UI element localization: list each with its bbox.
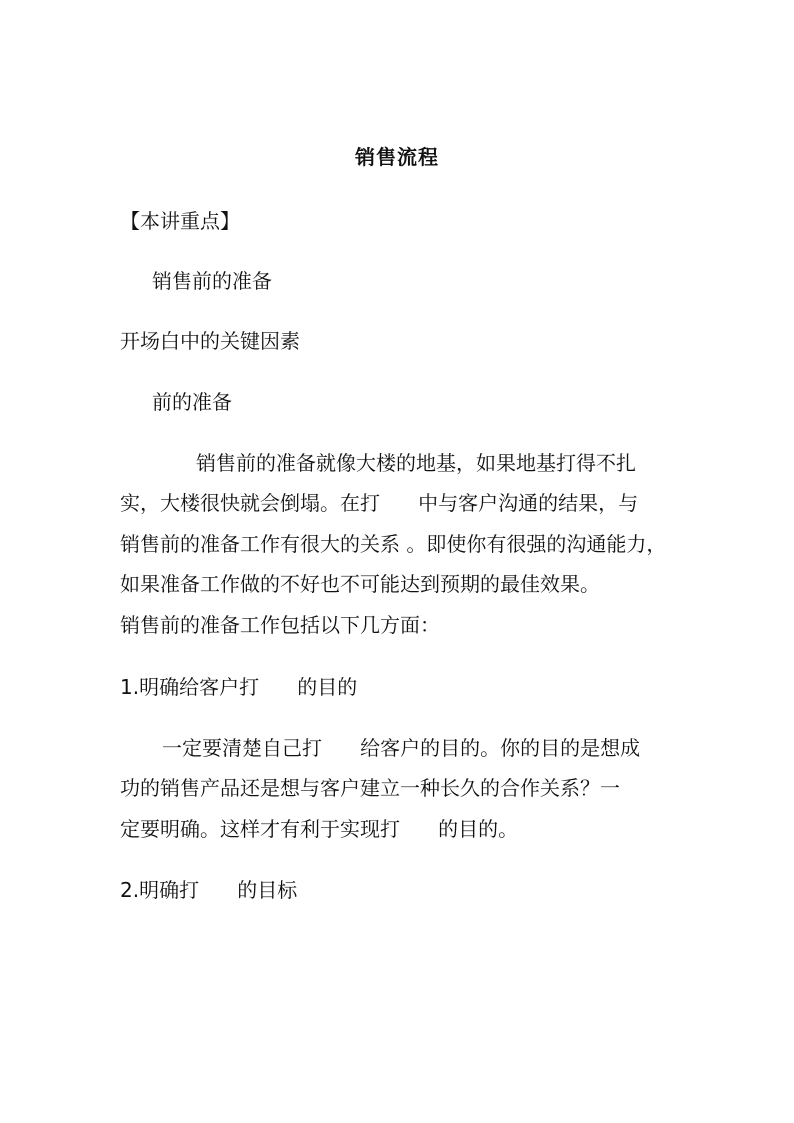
paragraph2-line1: 一定要清楚自己打 给客户的目的。你的目的是想成	[162, 736, 641, 760]
paragraph2-line3: 定要明确。这样才有利于实现打 的目的。	[120, 817, 519, 841]
paragraph1-line2: 实，大楼很快就会倒塌。在打 中与客户沟通的结果，与	[120, 491, 639, 515]
item1-heading: 1.明确给客户打 的目的	[120, 675, 358, 699]
paragraph1-line3: 销售前的准备工作有很大的关系 。即使你有很强的沟通能力，	[120, 532, 667, 556]
document-title: 销售流程	[355, 145, 439, 169]
item2-heading: 2.明确打 的目标	[120, 878, 298, 902]
paragraph1-line4: 如果准备工作做的不好也不可能达到预期的最佳效果。	[120, 572, 600, 596]
paragraph1-line5: 销售前的准备工作包括以下几方面：	[120, 613, 440, 637]
paragraph2-line2: 功的销售产品还是想与客户建立一种长久的合作关系？一	[120, 776, 620, 800]
section-heading: 【本讲重点】	[120, 209, 240, 233]
subheading: 前的准备	[152, 390, 232, 414]
key-point-1: 销售前的准备	[152, 269, 272, 293]
key-point-2: 开场白中的关键因素	[120, 329, 300, 353]
paragraph1-line1: 销售前的准备就像大楼的地基，如果地基打得不扎	[196, 451, 636, 475]
